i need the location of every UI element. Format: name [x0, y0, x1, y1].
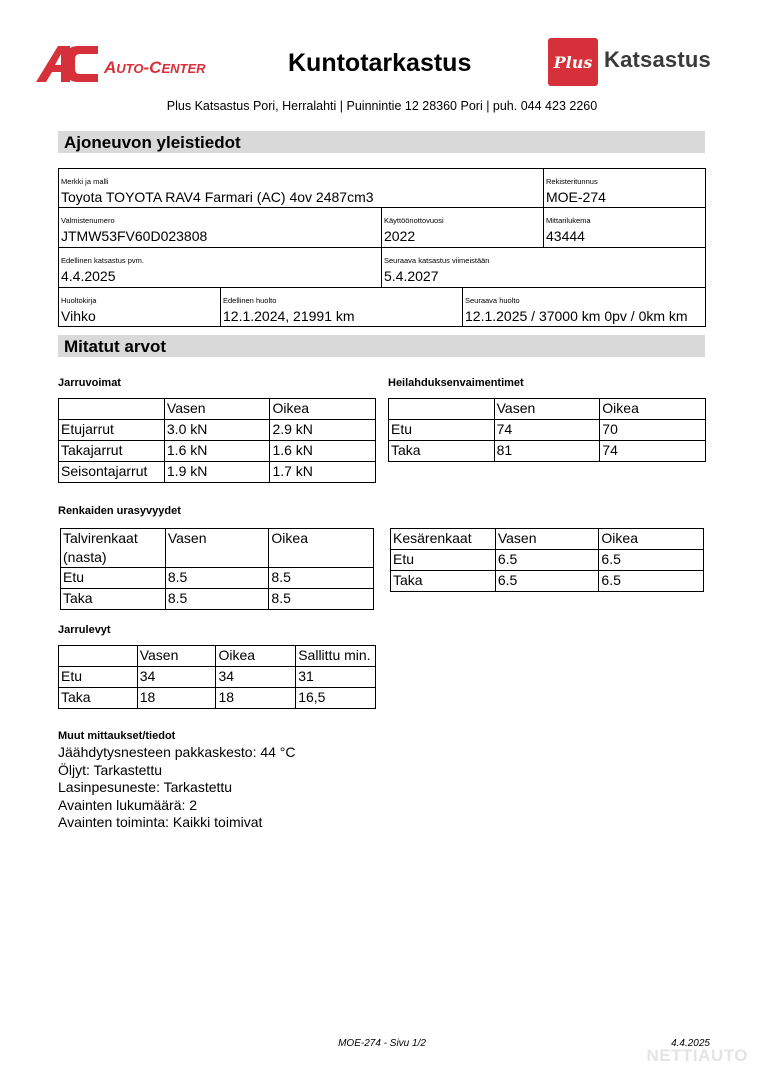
header-cell: Kesärenkaat [391, 529, 496, 550]
table-cell: 8.5 [269, 589, 374, 610]
header-cell: Oikea [599, 529, 704, 550]
table-cell: 3.0 kN [164, 420, 270, 441]
page-footer: MOE-274 - Sivu 1/2 [338, 1038, 426, 1049]
table-header-row [389, 399, 706, 420]
next-inspection-label: Seuraava katsastus viimeistään [384, 256, 490, 265]
table-cell: Taka [59, 688, 138, 709]
table-row [61, 568, 374, 589]
table-cell: Etu [59, 667, 138, 688]
other-measurements-list [58, 744, 296, 832]
header-cell: Vasen [494, 399, 600, 420]
header-cell: Sallittu min. [296, 646, 376, 667]
service-book-cell [58, 287, 221, 327]
table-cell: 18 [216, 688, 296, 709]
header-cell: Vasen [165, 529, 269, 568]
table-row [59, 420, 376, 441]
vin-label: Valmistenumero [61, 216, 115, 225]
table-cell: 16,5 [296, 688, 376, 709]
table-cell: 70 [600, 420, 706, 441]
table-cell: 34 [216, 667, 296, 688]
header-cell: Oikea [269, 529, 374, 568]
brakes-table [58, 398, 376, 483]
next-inspection-value: 5.4.2027 [384, 268, 439, 284]
watermark: NETTIAUTO [646, 1046, 748, 1065]
table-cell: Etujarrut [59, 420, 165, 441]
header-cell: Vasen [495, 529, 599, 550]
service-book-label: Huoltokirja [61, 296, 97, 305]
odometer-value: 43444 [546, 228, 585, 244]
list-item: Avainten toiminta: Kaikki toimivat [58, 814, 263, 831]
table-cell: Etu [389, 420, 495, 441]
table-row [59, 667, 376, 688]
auto-center-logo [36, 42, 226, 86]
table-cell: Etu [61, 568, 166, 589]
shocks-table [388, 398, 706, 462]
header-cell: Oikea [270, 399, 376, 420]
table-row [59, 462, 376, 483]
discs-title: Jarrulevyt [58, 624, 111, 636]
table-cell: 31 [296, 667, 376, 688]
table-row [389, 420, 706, 441]
header-cell [59, 646, 138, 667]
table-row [61, 589, 374, 610]
footer-date: 4.4.2025 [671, 1038, 710, 1049]
odometer-label: Mittarilukema [546, 216, 591, 225]
first-use-label: Käyttöönottovuosi [384, 216, 444, 225]
last-inspection-cell [58, 247, 382, 288]
table-cell: Etu [391, 550, 496, 571]
table-header-row [59, 399, 376, 420]
table-cell: 34 [137, 667, 216, 688]
last-inspection-label: Edellinen katsastus pvm. [61, 256, 144, 265]
header-cell: Oikea [216, 646, 296, 667]
auto-center-logo-mark [36, 42, 226, 86]
registration-cell [543, 168, 706, 208]
header-cell: Vasen [137, 646, 216, 667]
svg-text:AUTO-CENTER: AUTO-CENTER [104, 58, 206, 77]
header-cell: Talvirenkaat (nasta) [61, 529, 166, 568]
measured-section-heading: Mitatut arvot [58, 335, 705, 357]
table-row [389, 441, 706, 462]
header-cell [389, 399, 495, 420]
general-section-heading: Ajoneuvon yleistiedot [58, 131, 705, 153]
vin-value: JTMW53FV60D023808 [61, 228, 208, 244]
table-cell: Takajarrut [59, 441, 165, 462]
make-model-value: Toyota TOYOTA RAV4 Farmari (AC) 4ov 2487cm3 [61, 189, 374, 205]
table-row [59, 688, 376, 709]
list-item: Lasinpesuneste: Tarkastettu [58, 779, 233, 796]
vin-cell [58, 207, 382, 248]
header-cell: Vasen [164, 399, 270, 420]
last-service-cell [220, 287, 463, 327]
last-service-label: Edellinen huolto [223, 296, 277, 305]
next-service-value: 12.1.2025 / 37000 km 0pv / 0km km [465, 308, 688, 324]
header-cell: Oikea [600, 399, 706, 420]
service-book-value: Vihko [61, 308, 96, 324]
tires-title: Renkaiden urasyvyydet [58, 505, 181, 517]
table-row [59, 441, 376, 462]
table-cell: 8.5 [165, 589, 269, 610]
table-cell: 74 [494, 420, 600, 441]
first-use-value: 2022 [384, 228, 416, 244]
table-row [391, 550, 704, 571]
table-cell: 6.5 [599, 550, 704, 571]
table-cell: 1.9 kN [164, 462, 270, 483]
list-item: Jäähdytysnesteen pakkaskesto: 44 °C [58, 744, 296, 760]
table-row [391, 571, 704, 592]
table-cell: 6.5 [495, 571, 599, 592]
table-cell: 2.9 kN [270, 420, 376, 441]
list-item: Öljyt: Tarkastettu [58, 761, 163, 778]
plus-logo-word: Katsastus [604, 47, 711, 72]
next-service-cell [462, 287, 706, 327]
table-cell: 6.5 [599, 571, 704, 592]
plus-logo-box: Plus [548, 38, 598, 86]
table-cell: 81 [494, 441, 600, 462]
plus-katsastus-logo [548, 38, 730, 88]
table-cell: 1.7 kN [270, 462, 376, 483]
table-cell: 8.5 [165, 568, 269, 589]
shocks-title: Heilahduksenvaimentimet [388, 377, 524, 389]
table-cell: Taka [61, 589, 166, 610]
brakes-title: Jarruvoimat [58, 377, 121, 389]
list-item: Avainten lukumäärä: 2 [58, 796, 198, 813]
winter-tires-table [60, 528, 374, 610]
summer-tires-table [390, 528, 704, 592]
discs-table [58, 645, 376, 709]
odometer-cell [543, 207, 706, 248]
contact-line: Plus Katsastus Pori, Herralahti | Puinnintie 12 28360 Pori | puh. 044 423 2260 [166, 99, 598, 113]
table-cell: 8.5 [269, 568, 374, 589]
table-header-row [61, 529, 374, 568]
registration-label: Rekisteritunnus [546, 177, 598, 186]
page-title: Kuntotarkastus [288, 49, 472, 77]
table-cell: 74 [600, 441, 706, 462]
table-header-row [59, 646, 376, 667]
table-header-row [391, 529, 704, 550]
table-cell: 1.6 kN [270, 441, 376, 462]
table-cell: Taka [389, 441, 495, 462]
make-model-label: Merkki ja malli [61, 177, 109, 186]
last-service-value: 12.1.2024, 21991 km [223, 308, 355, 324]
table-cell: Seisontajarrut [59, 462, 165, 483]
registration-value: MOE-274 [546, 189, 606, 205]
table-cell: Taka [391, 571, 496, 592]
table-cell: 6.5 [495, 550, 599, 571]
first-use-cell [381, 207, 544, 248]
make-model-cell [58, 168, 544, 208]
table-cell: 1.6 kN [164, 441, 270, 462]
next-inspection-cell [381, 247, 706, 288]
header-cell [59, 399, 165, 420]
other-measurements-title: Muut mittaukset/tiedot [58, 730, 176, 742]
next-service-label: Seuraava huolto [465, 296, 520, 305]
last-inspection-value: 4.4.2025 [61, 268, 116, 284]
table-cell: 18 [137, 688, 216, 709]
